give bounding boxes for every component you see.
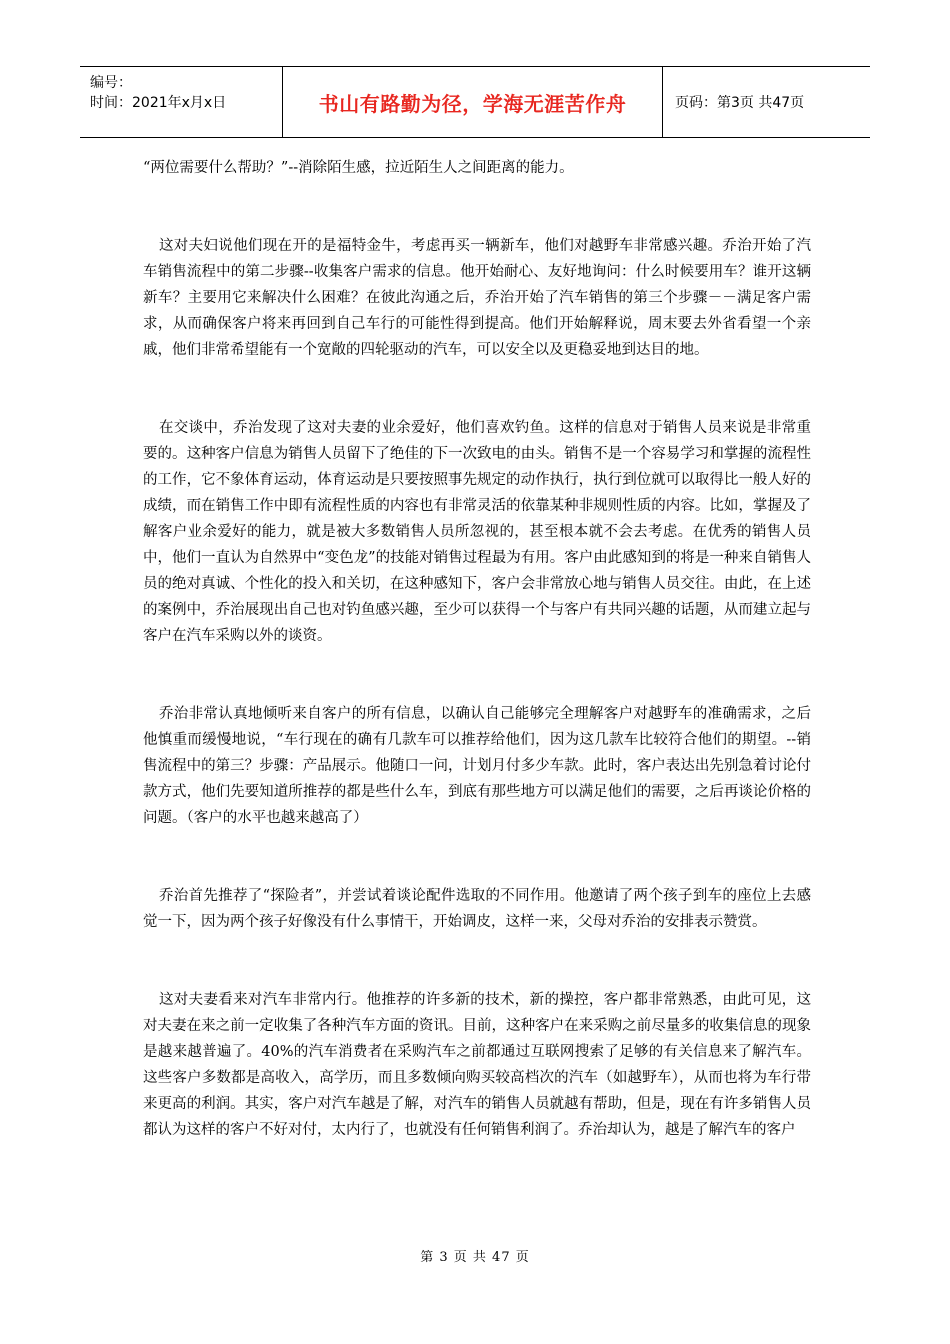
header-meta xyxy=(80,67,283,137)
header-page-info: 页码：第3页 共47页 xyxy=(675,95,805,111)
header-motto: 书山有路勤为径，学海无涯苦作舟 xyxy=(283,67,663,137)
document-date: 时间：2021年x月x日 xyxy=(90,95,227,111)
paragraph: 这对夫妇说他们现在开的是福特金牛，考虑再买一辆新车，他们对越野车非常感兴趣。乔治开始了汽车销售流程中的第二步骤--收集客户需求的信息。他开始耐心、友好地询问：什么时候要用车？谁开这辆新车？主要用它来解决什么困难？在彼此沟通之后，乔治开始了汽车销售的第三个步骤－－满足客户需求，从而确保客户将来再回到自己车行的可能性得到提高。他们开始解释说，周末要去外省看望一个亲戚，他们非常希望能有一个宽敞的四轮驱动的汽车，可以安全以及更稳妥地到达目的地。 xyxy=(143,238,811,358)
paragraph: 乔治非常认真地倾听来自客户的所有信息，以确认自己能够完全理解客户对越野车的准确需求，之后他慎重而缓慢地说，“车行现在的确有几款车可以推荐给他们，因为这几款车比较符合他们的期望。--销售流程中的第三？步骤：产品展示。他随口一问，计划月付多少车款。此时，客户表达出先别急着讨论付款方式，他们先要知道所推荐的都是些什么车，到底有那些地方可以满足他们的需要，之后再谈论价格的问题。（客户的水平也越来越高了） xyxy=(143,706,811,826)
paragraph: “两位需要什么帮助？”--消除陌生感，拉近陌生人之间距离的能力。 xyxy=(143,160,574,176)
paragraph: 在交谈中，乔治发现了这对夫妻的业余爱好，他们喜欢钓鱼。这样的信息对于销售人员来说是非常重要的。这种客户信息为销售人员留下了绝佳的下一次致电的由头。销售不是一个容易学习和掌握的流程性的工作，它不象体育运动，体育运动是只要按照事先规定的动作执行，执行到位就可以取得比一般人好的成绩，而在销售工作中即有流程性质的内容也有非常灵活的依靠某种非规则性质的内容。比如，掌握及了解客户业余爱好的能力，就是被大多数销售人员所忽视的，甚至根本就不会去考虑。在优秀的销售人员中，他们一直认为自然界中“变色龙”的技能对销售过程最为有用。客户由此感知到的将是一种来自销售人员的绝对真诚、个性化的投入和关切，在这种感知下，客户会非常放心地与销售人员交往。由此，在上述的案例中，乔治展现出自己也对钓鱼感兴趣，至少可以获得一个与客户有共同兴趣的话题，从而建立起与客户在汽车采购以外的谈资。 xyxy=(143,420,811,644)
paragraph: 这对夫妻看来对汽车非常内行。他推荐的许多新的技术，新的操控，客户都非常熟悉，由此可见，这对夫妻在来之前一定收集了各种汽车方面的资讯。目前，这种客户在来采购之前尽量多的收集信息的现象是越来越普遍了。40%的汽车消费者在采购汽车之前都通过互联网搜索了足够的有关信息来了解汽车。这些客户多数都是高收入，高学历，而且多数倾向购买较高档次的汽车（如越野车），从而也将为车行带来更高的利润。其实，客户对汽车越是了解，对汽车的销售人员就越有帮助，但是，现在有许多销售人员都认为这样的客户不好对付，太内行了，也就没有任何销售利润了。乔治却认为，越是了解汽车的客户 xyxy=(143,992,811,1138)
document-number-label: 编号： xyxy=(90,75,132,91)
paragraph: 乔治首先推荐了“探险者”，并尝试着谈论配件选取的不同作用。他邀请了两个孩子到车的座位上去感觉一下，因为两个孩子好像没有什么事情干，开始调皮，这样一来，父母对乔治的安排表示赞赏。 xyxy=(143,888,811,930)
document-body xyxy=(143,155,811,1195)
page-header xyxy=(80,66,870,138)
page-footer: 第 3 页 共 47 页 xyxy=(420,1250,530,1265)
